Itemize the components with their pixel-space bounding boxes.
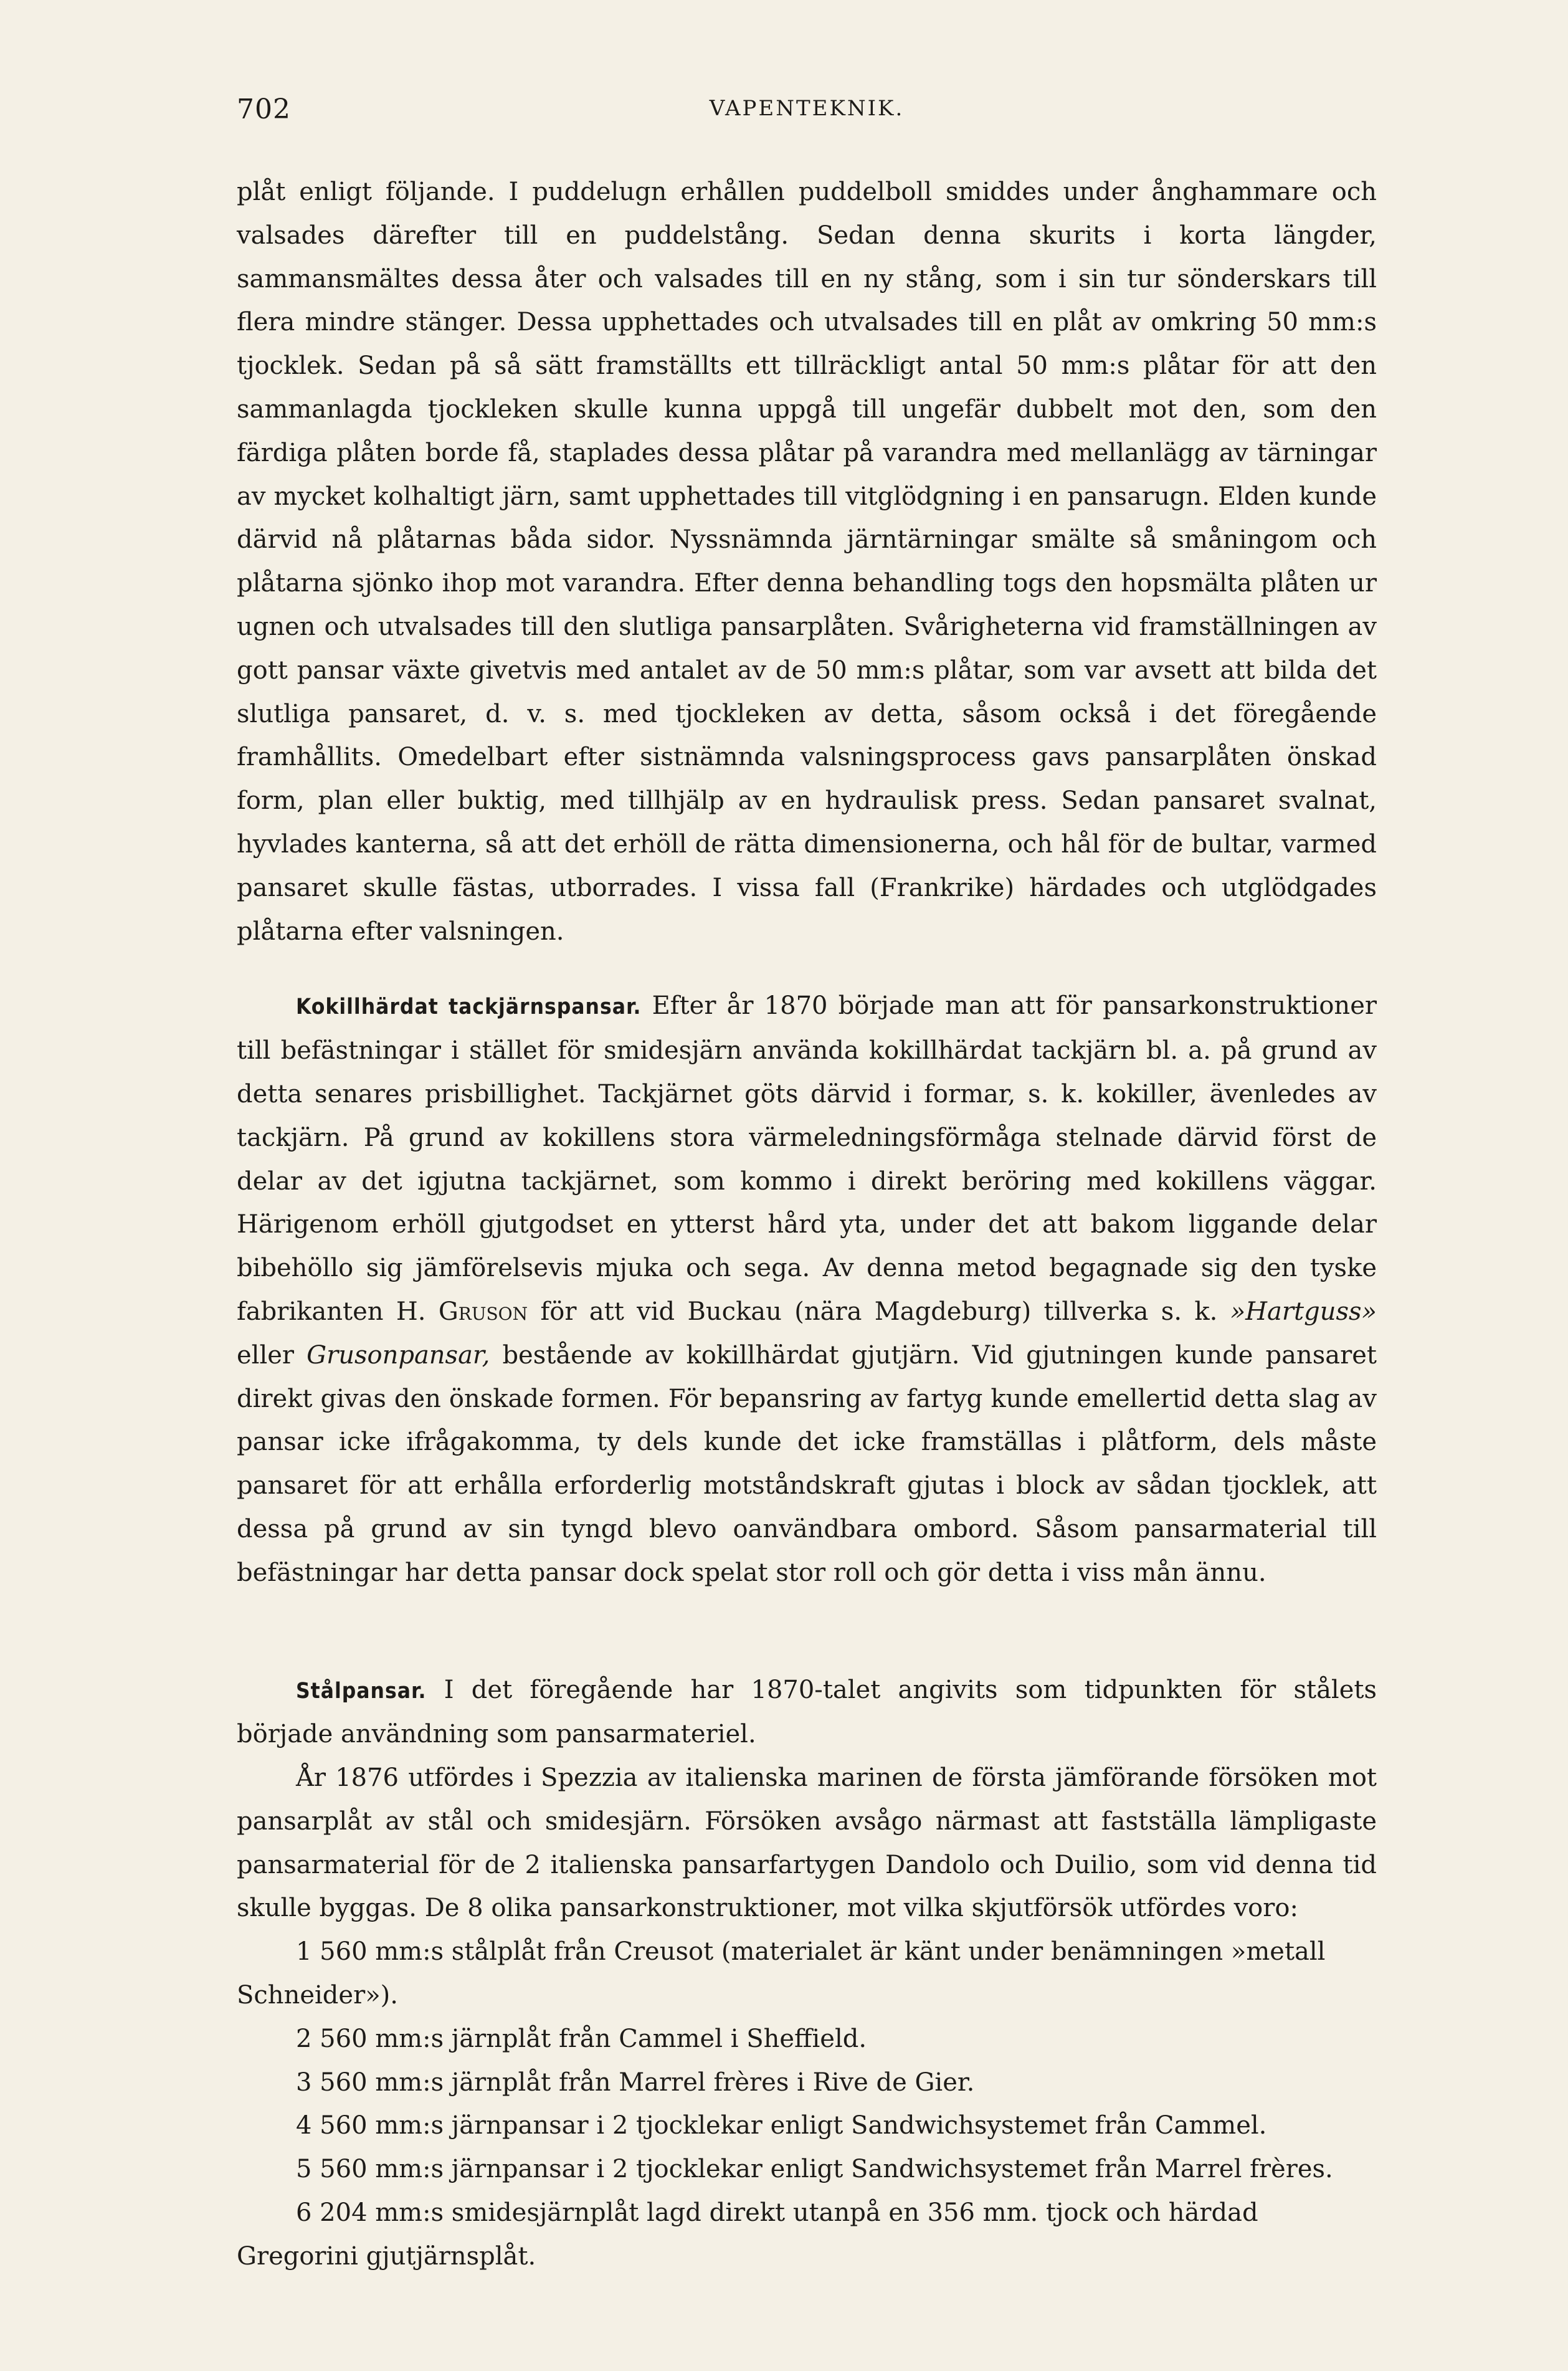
section-stal-paragraph (237, 1669, 1377, 1757)
section-kokill-text-b: för att vid Buckau (nära Magdeburg) tillverka s. k. (528, 1297, 1230, 1326)
section-kokill-text-a: Efter år 1870 började man att för pansarkonstruktioner till befästningar i stället för smidesjärn använda kokillhärdat tackjärn bl. a. på grund av detta senares prisbillighet. Tackjärnet göts därvid i formar, s. k. kokiller, ävenledes av tackjärn. På grund av kokillens stora värmeledningsförmåga stelnade därvid först de delar av det igjutna tackjärnet, som kommo i direkt beröring med kokillens väggar. Härigenom erhöll gjutgodset en ytterst hård yta, under det att bakom liggande delar bibehöllo sig jämförelsevis mjuka och sega. Av denna metod begagnade sig den tyske fabrikanten H. (237, 991, 1377, 1326)
list-item: 6 204 mm:s smidesjärnplåt lagd direkt utanpå en 356 mm. tjock och härdad Gregorini gjutjärnsplåt. (237, 2198, 1258, 2271)
page-header (237, 93, 1377, 137)
paragraph-1: plåt enligt följande. I puddelugn erhållen puddelboll smiddes under ånghammare och valsades därefter till en puddelstång. Sedan denna skurits i korta längder, sammansmältes dessa åter och valsades till en ny stång, som i sin tur sönderskars till flera mindre stänger. Dessa upphettades och utvalsades till en plåt av omkring 50 mm:s tjocklek. Sedan på så sätt framställts ett tillräckligt antal 50 mm:s plåtar för att den sammanlagda tjockleken skulle kunna uppgå till ungefär dubbelt mot den, som den färdiga plåten borde få, staplades dessa plåtar på varandra med mellanlägg av tärningar av mycket kolhaltigt järn, samt upphettades till vitglödgning i en pansarugn. Elden kunde därvid nå plåtarnas båda sidor. Nyssnämnda järntärningar smälte så småningom och plåtarna sjönko ihop mot varandra. Efter denna behandling togs den hopsmälta plåten ur ugnen och utvalsades till den slutliga pansarplåten. Svårigheterna vid framställningen av gott pansar växte givetvis med antalet av de 50 mm:s plåtar, som var avsett att bilda det slutliga pansaret, d. v. s. med tjockleken av detta, såsom också i det föregående framhållits. Omedelbart efter sistnämnda valsningsprocess gavs pansarplåten önskad form, plan eller buktig, med tillhjälp av en hydraulisk press. Sedan pansaret svalnat, hyvlades kanterna, så att det erhöll de rätta dimensionerna, och hål för de bultar, varmed pansaret skulle fästas, utborrades. I vissa fall (Frankrike) härdades och utglödgades plåtarna efter valsningen. (237, 178, 1377, 946)
page-number: 702 (237, 93, 291, 125)
section-kokill-paragraph (237, 985, 1377, 1595)
name-gruson: Gruson (438, 1297, 528, 1326)
term-hartguss: »Hartguss» (1230, 1297, 1377, 1326)
section-stal-heading: Stålpansar. (296, 1678, 427, 1704)
list-item: 1 560 mm:s stålplåt från Creusot (materialet är känt under benämningen »metall Schneider»). (237, 1937, 1326, 2010)
list-item: 4 560 mm:s järnpansar i 2 tjocklekar enligt Sandwichsystemet från Cammel. (296, 2111, 1267, 2140)
section-stal-paragraph-2: År 1876 utfördes i Spezzia av italienska marinen de första jämförande försöken mot pansarplåt av stål och smidesjärn. Försöken avsågo närmast att fastställa lämpligaste pansarmaterial för de 2 italienska pansarfartygen Dandolo och Duilio, som vid denna tid skulle byggas. De 8 olika pansarkonstruktioner, mot vilka skjutförsök utfördes voro: (237, 1763, 1377, 1923)
section-stal-text-a: I det föregående har 1870-talet angivits som tidpunkten för stålets började användning som pansarmateriel. (237, 1675, 1377, 1749)
section-kokill-text-c: eller (237, 1340, 307, 1370)
section-kokill-heading: Kokillhärdat tackjärnspansar. (296, 995, 642, 1020)
book-page (237, 93, 1377, 2279)
list-item: 2 560 mm:s järnplåt från Cammel i Sheffield. (296, 2024, 867, 2053)
armor-construction-list (237, 1930, 1377, 2278)
running-title: VAPENTEKNIK. (709, 96, 905, 121)
term-grusonpansar: Grusonpansar, (306, 1340, 490, 1370)
list-item: 3 560 mm:s järnplåt från Marrel frères i Rive de Gier. (296, 2068, 975, 2097)
list-item: 5 560 mm:s järnpansar i 2 tjocklekar enligt Sandwichsystemet från Marrel frères. (296, 2155, 1333, 2184)
section-kokill-text-d: bestående av kokillhärdat gjutjärn. Vid gjutningen kunde pansaret direkt givas den önskade formen. För bepansring av fartyg kunde emellertid detta slag av pansar icke ifrågakomma, ty dels kunde det icke framställas i plåtform, dels måste pansaret för att erhålla erforderlig motståndskraft gjutas i block av sådan tjocklek, att dessa på grund av sin tyngd blevo oanvändbara ombord. Såsom pansarmaterial till befästningar har detta pansar dock spelat stor roll och gör detta i viss mån ännu. (237, 1340, 1377, 1587)
